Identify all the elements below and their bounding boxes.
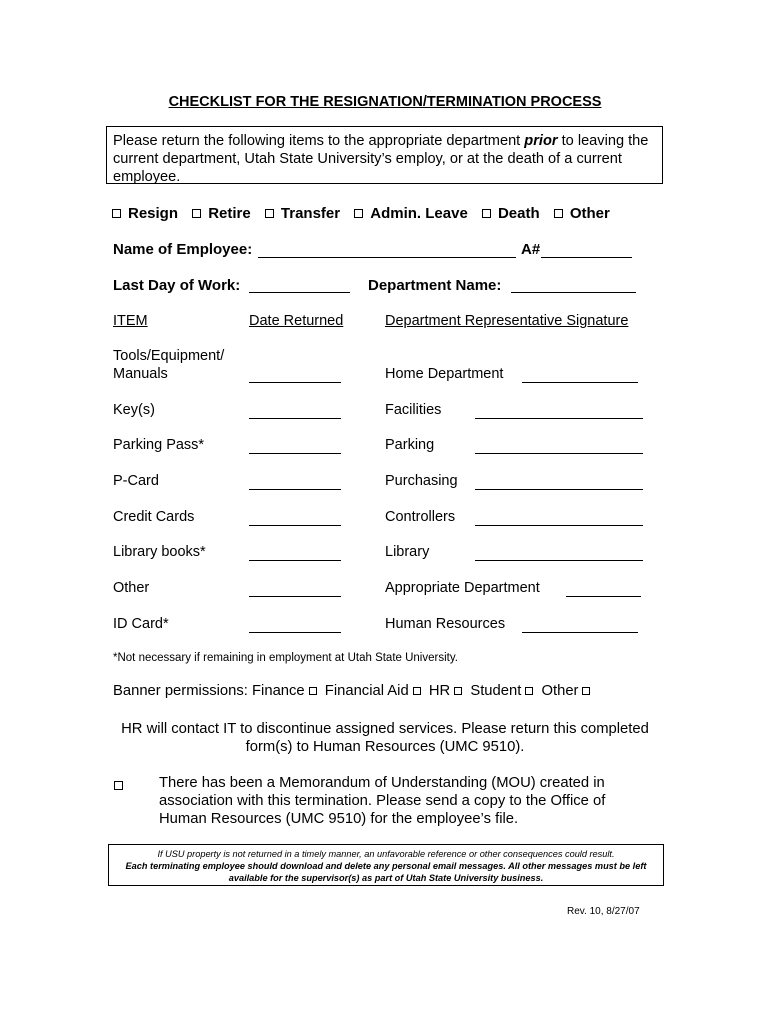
checkbox-icon[interactable] — [525, 687, 533, 695]
dept-label: Purchasing — [385, 473, 458, 489]
footnote: *Not necessary if remaining in employment at Utah State University. — [113, 652, 458, 664]
date-returned-field[interactable] — [249, 489, 341, 490]
signature-field[interactable] — [566, 596, 641, 597]
signature-field[interactable] — [475, 453, 643, 454]
signature-field[interactable] — [522, 632, 638, 633]
a-number-label: A# — [521, 241, 541, 258]
warning-box — [108, 844, 664, 886]
checkbox-icon[interactable] — [554, 209, 563, 218]
checkbox-icon[interactable] — [112, 209, 121, 218]
banner-option-finance: Finance — [252, 683, 305, 699]
item-label: Other — [113, 580, 150, 596]
hr-contact-instructions — [0, 720, 770, 756]
date-returned-field[interactable] — [249, 382, 341, 383]
form-title: CHECKLIST FOR THE RESIGNATION/TERMINATION PROCESS — [168, 94, 602, 110]
signature-field[interactable] — [475, 560, 643, 561]
item-label: P-Card — [113, 473, 159, 489]
department-name-label: Department Name: — [368, 277, 502, 294]
option-death[interactable]: Death — [482, 205, 540, 222]
last-day-of-work-label: Last Day of Work: — [113, 277, 241, 294]
checkbox-icon[interactable] — [265, 209, 274, 218]
revision-label: Rev. 10, 8/27/07 — [567, 906, 640, 917]
option-transfer[interactable]: Transfer — [265, 205, 340, 222]
checkbox-icon[interactable] — [309, 687, 317, 695]
intro-part1: Please return the following items to the appropriate department — [113, 133, 525, 149]
item-label-line2: Manuals — [113, 366, 168, 382]
date-returned-field[interactable] — [249, 596, 341, 597]
dept-label: Human Resources — [385, 616, 506, 632]
signature-field[interactable] — [475, 489, 643, 490]
checkbox-icon[interactable] — [582, 687, 590, 695]
last-day-of-work-field[interactable] — [249, 292, 350, 293]
date-returned-field[interactable] — [249, 525, 341, 526]
mou-statement: There has been a Memorandum of Understanding (MOU) created in association with this termination. Please send a copy to the Office of Human Resources (UMC 9510) for the employee’s file. — [159, 775, 606, 827]
item-label: Library books* — [113, 544, 206, 560]
item-label: ID Card* — [113, 616, 169, 632]
mou-checkbox-icon[interactable] — [114, 781, 123, 790]
date-returned-field[interactable] — [249, 418, 341, 419]
department-name-field[interactable] — [511, 292, 636, 293]
item-label: Key(s) — [113, 402, 155, 418]
checkbox-icon[interactable] — [482, 209, 491, 218]
item-label: Tools/Equipment/ — [113, 348, 225, 364]
hr-contact-text: HR will contact IT to discontinue assigned services. Please return this completed form(s) to Human Resources (UMC 9510). — [121, 721, 649, 755]
date-returned-field[interactable] — [249, 453, 341, 454]
header-signature: Department Representative Signature — [385, 313, 629, 329]
checkbox-icon[interactable] — [413, 687, 421, 695]
banner-option-financial-aid: Financial Aid — [324, 683, 409, 699]
date-returned-field[interactable] — [249, 632, 341, 633]
dept-label: Parking — [385, 437, 435, 453]
banner-label: Banner permissions: — [113, 683, 248, 699]
dept-label: Library — [385, 544, 430, 560]
dept-label: Appropriate Department — [385, 580, 540, 596]
banner-option-student: Student — [470, 683, 522, 699]
checkbox-icon[interactable] — [192, 209, 201, 218]
option-admin-leave[interactable]: Admin. Leave — [354, 205, 468, 222]
checkbox-icon[interactable] — [354, 209, 363, 218]
signature-field[interactable] — [475, 418, 643, 419]
item-label: Credit Cards — [113, 509, 195, 525]
banner-option-hr: HR — [428, 683, 451, 699]
a-number-field[interactable] — [541, 257, 632, 258]
date-returned-field[interactable] — [249, 560, 341, 561]
name-of-employee-label: Name of Employee: — [113, 241, 253, 258]
separation-type-options — [112, 205, 620, 222]
option-resign[interactable]: Resign — [112, 205, 178, 222]
warning-line1: If USU property is not returned in a timely manner, an unfavorable reference or other consequences could result. — [157, 849, 615, 859]
option-retire[interactable]: Retire — [192, 205, 251, 222]
signature-field[interactable] — [522, 382, 638, 383]
dept-label: Controllers — [385, 509, 456, 525]
banner-option-other: Other — [541, 683, 579, 699]
header-item: ITEM — [113, 313, 148, 329]
intro-emphasis: prior — [524, 133, 558, 149]
checkbox-icon[interactable] — [454, 687, 462, 695]
intro-instructions — [106, 126, 663, 184]
dept-label: Facilities — [385, 402, 442, 418]
dept-label: Home Department — [385, 366, 504, 382]
intro-part2: to leaving the current department, Utah State University’s employ, or at the death of a current employee. — [113, 133, 649, 185]
banner-permissions — [113, 683, 594, 699]
name-of-employee-field[interactable] — [258, 257, 516, 258]
signature-field[interactable] — [475, 525, 643, 526]
header-date-returned: Date Returned — [249, 313, 344, 329]
option-other[interactable]: Other — [554, 205, 610, 222]
warning-line2: Each terminating employee should download and delete any personal email messages. All other messages must be left available for the supervisor(s) as part of Utah State University business. — [125, 861, 647, 883]
item-label: Parking Pass* — [113, 437, 205, 453]
